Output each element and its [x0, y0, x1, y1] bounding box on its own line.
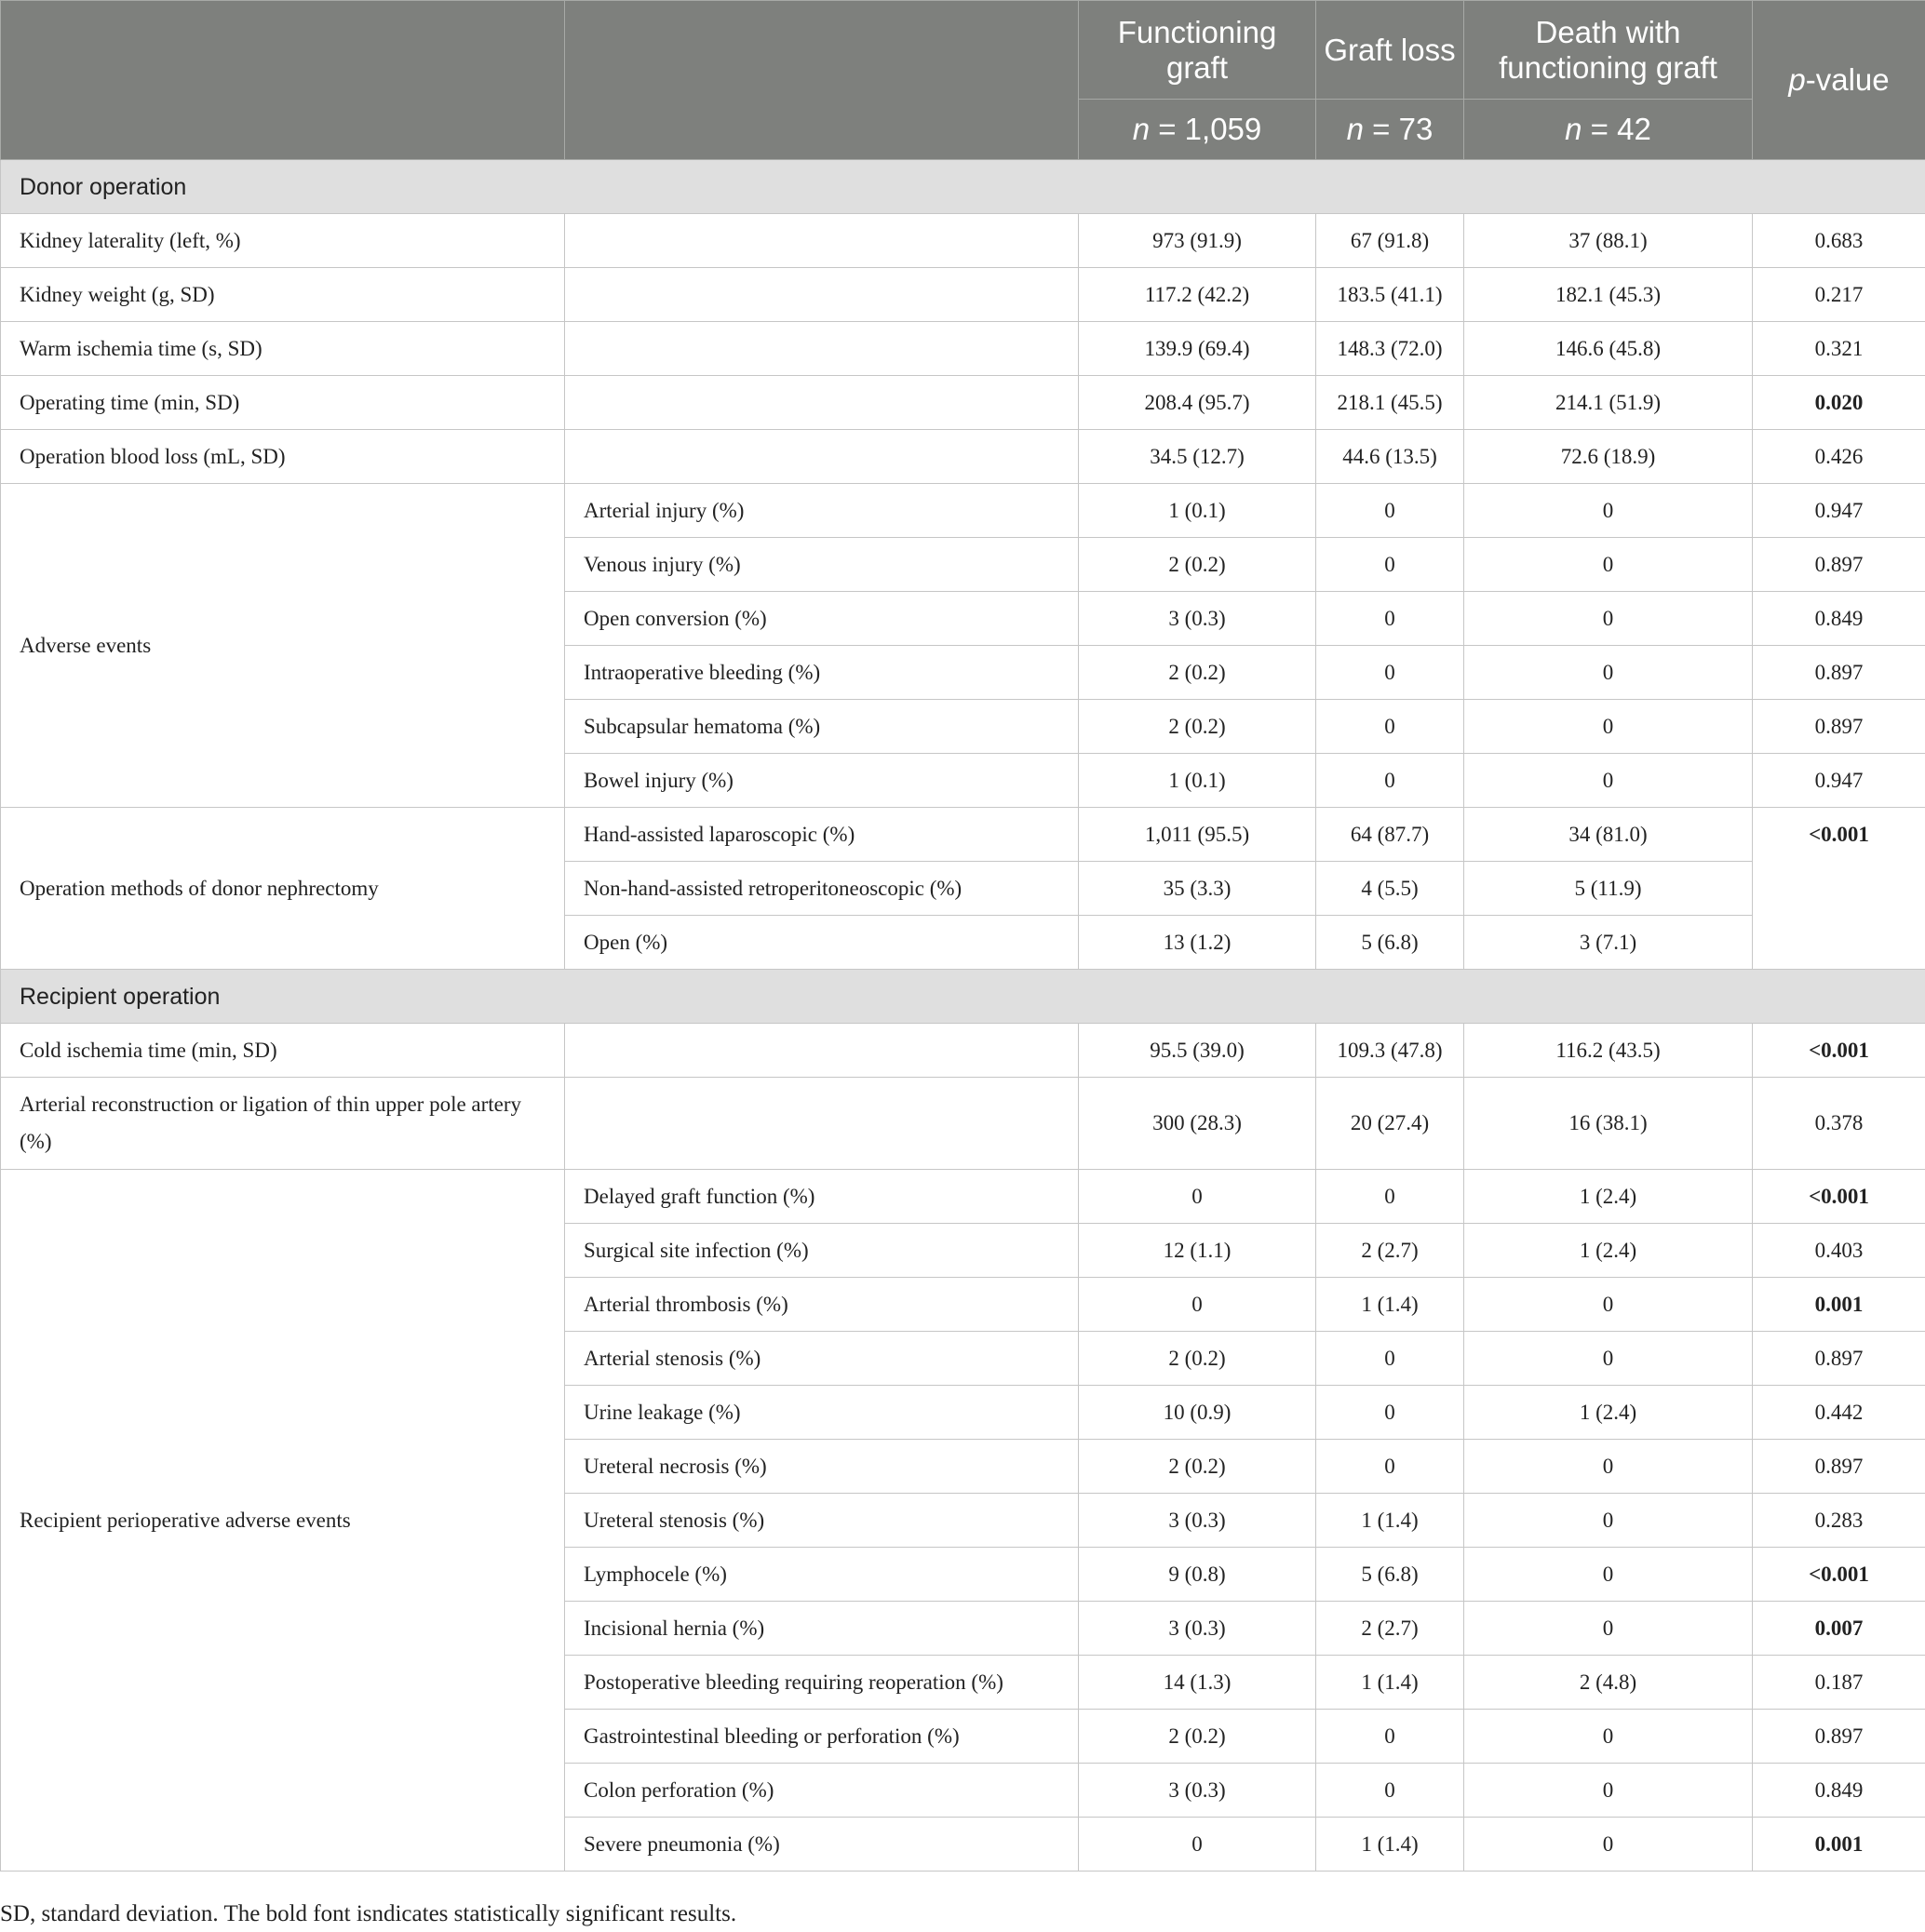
table-row [1, 484, 1925, 538]
cell-p-value: 0.217 [1753, 268, 1925, 322]
table-body [1, 160, 1925, 1872]
cell-functioning: 1 (0.1) [1079, 754, 1316, 808]
header-death-with-functioning-graft: Death with functioning graft [1464, 1, 1753, 100]
n-symbol: n [1346, 112, 1365, 146]
cell-functioning: 3 (0.3) [1079, 1764, 1316, 1818]
row-sublabel: Surgical site infection (%) [565, 1224, 1079, 1278]
cell-p-value-empty [1753, 862, 1925, 970]
cell-death: 1 (2.4) [1464, 1224, 1753, 1278]
cell-functioning: 1 (0.1) [1079, 484, 1316, 538]
cell-death: 0 [1464, 700, 1753, 754]
cell-death: 0 [1464, 1494, 1753, 1548]
cell-graft-loss: 0 [1316, 700, 1464, 754]
cell-death: 0 [1464, 538, 1753, 592]
cell-functioning: 0 [1079, 1278, 1316, 1332]
cell-p-value: 0.378 [1753, 1078, 1925, 1170]
row-label: Kidney laterality (left, %) [1, 214, 565, 268]
cell-death: 0 [1464, 1818, 1753, 1872]
cell-p-value: 0.849 [1753, 592, 1925, 646]
cell-p-value: 0.403 [1753, 1224, 1925, 1278]
cell-functioning: 2 (0.2) [1079, 700, 1316, 754]
row-sublabel: Severe pneumonia (%) [565, 1818, 1079, 1872]
cell-p-value: 0.897 [1753, 1332, 1925, 1386]
cell-graft-loss: 1 (1.4) [1316, 1818, 1464, 1872]
table-row [1, 376, 1925, 430]
cell-functioning: 34.5 (12.7) [1079, 430, 1316, 484]
cell-graft-loss: 0 [1316, 754, 1464, 808]
cell-p-value: 0.897 [1753, 700, 1925, 754]
cell-p-value: 0.001 [1753, 1818, 1925, 1872]
cell-functioning: 139.9 (69.4) [1079, 322, 1316, 376]
cell-functioning: 3 (0.3) [1079, 592, 1316, 646]
cell-graft-loss: 0 [1316, 1332, 1464, 1386]
cell-death: 34 (81.0) [1464, 808, 1753, 862]
header-blank-label [1, 1, 565, 160]
table-row [1, 214, 1925, 268]
cell-p-value: 0.897 [1753, 538, 1925, 592]
cell-death: 0 [1464, 484, 1753, 538]
cell-functioning: 3 (0.3) [1079, 1602, 1316, 1656]
cell-functioning: 13 (1.2) [1079, 916, 1316, 970]
cell-p-value: 0.442 [1753, 1386, 1925, 1440]
cell-graft-loss: 0 [1316, 1386, 1464, 1440]
cell-death: 16 (38.1) [1464, 1078, 1753, 1170]
cell-p-value: 0.321 [1753, 322, 1925, 376]
cell-p-value: 0.849 [1753, 1764, 1925, 1818]
row-sublabel: Open conversion (%) [565, 592, 1079, 646]
cell-p-value: 0.897 [1753, 1710, 1925, 1764]
cell-p-value: <0.001 [1753, 1024, 1925, 1078]
cell-graft-loss: 0 [1316, 1764, 1464, 1818]
cell-functioning: 2 (0.2) [1079, 1440, 1316, 1494]
header-n-graft-loss [1316, 100, 1464, 160]
cell-p-value: 0.683 [1753, 214, 1925, 268]
row-sublabel: Intraoperative bleeding (%) [565, 646, 1079, 700]
row-sublabel: Ureteral stenosis (%) [565, 1494, 1079, 1548]
cell-functioning: 12 (1.1) [1079, 1224, 1316, 1278]
cell-death: 0 [1464, 1548, 1753, 1602]
cell-graft-loss: 148.3 (72.0) [1316, 322, 1464, 376]
table-row [1, 268, 1925, 322]
table-row [1, 808, 1925, 862]
cell-functioning: 2 (0.2) [1079, 646, 1316, 700]
header-p-rest: -value [1805, 62, 1890, 97]
row-sublabel: Incisional hernia (%) [565, 1602, 1079, 1656]
row-sub-empty [565, 322, 1079, 376]
cell-p-value: <0.001 [1753, 1170, 1925, 1224]
row-sublabel: Arterial thrombosis (%) [565, 1278, 1079, 1332]
cell-p-value: <0.001 [1753, 808, 1925, 862]
cell-functioning: 35 (3.3) [1079, 862, 1316, 916]
header-functioning-graft: Functioning graft [1079, 1, 1316, 100]
row-sublabel: Venous injury (%) [565, 538, 1079, 592]
cell-death: 0 [1464, 1278, 1753, 1332]
cell-functioning: 117.2 (42.2) [1079, 268, 1316, 322]
row-label: Operation blood loss (mL, SD) [1, 430, 565, 484]
row-sublabel: Urine leakage (%) [565, 1386, 1079, 1440]
cell-death: 116.2 (43.5) [1464, 1024, 1753, 1078]
cell-graft-loss: 218.1 (45.5) [1316, 376, 1464, 430]
cell-graft-loss: 64 (87.7) [1316, 808, 1464, 862]
n-symbol: n [1132, 112, 1151, 146]
header-n-functioning [1079, 100, 1316, 160]
cell-p-value: 0.187 [1753, 1656, 1925, 1710]
row-sublabel: Colon perforation (%) [565, 1764, 1079, 1818]
table-row [1, 322, 1925, 376]
n-value: = 73 [1364, 112, 1434, 146]
cell-graft-loss: 0 [1316, 1170, 1464, 1224]
cell-functioning: 14 (1.3) [1079, 1656, 1316, 1710]
row-sub-empty [565, 430, 1079, 484]
n-symbol: n [1565, 112, 1582, 146]
table-row [1, 430, 1925, 484]
section-row-donor [1, 160, 1925, 214]
cell-functioning: 2 (0.2) [1079, 1710, 1316, 1764]
row-sublabel: Ureteral necrosis (%) [565, 1440, 1079, 1494]
row-label: Kidney weight (g, SD) [1, 268, 565, 322]
cell-p-value: 0.020 [1753, 376, 1925, 430]
row-label: Warm ischemia time (s, SD) [1, 322, 565, 376]
table-row [1, 1078, 1925, 1170]
cell-death: 2 (4.8) [1464, 1656, 1753, 1710]
group-label-adverse-events: Adverse events [1, 484, 565, 808]
row-sub-empty [565, 268, 1079, 322]
cell-death: 72.6 (18.9) [1464, 430, 1753, 484]
row-sub-empty [565, 1078, 1079, 1170]
cell-death: 1 (2.4) [1464, 1170, 1753, 1224]
row-sublabel: Hand-assisted laparoscopic (%) [565, 808, 1079, 862]
cell-graft-loss: 0 [1316, 646, 1464, 700]
row-sub-empty [565, 1024, 1079, 1078]
row-sublabel: Arterial injury (%) [565, 484, 1079, 538]
row-sublabel: Gastrointestinal bleeding or perforation (%) [565, 1710, 1079, 1764]
row-label: Cold ischemia time (min, SD) [1, 1024, 565, 1078]
cell-graft-loss: 44.6 (13.5) [1316, 430, 1464, 484]
row-label: Operating time (min, SD) [1, 376, 565, 430]
cell-graft-loss: 2 (2.7) [1316, 1224, 1464, 1278]
cell-death: 0 [1464, 646, 1753, 700]
cell-p-value: 0.947 [1753, 484, 1925, 538]
header-p-value [1753, 1, 1925, 160]
group-label-operation-methods: Operation methods of donor nephrectomy [1, 808, 565, 970]
cell-graft-loss: 5 (6.8) [1316, 916, 1464, 970]
section-row-recipient [1, 970, 1925, 1024]
cell-graft-loss: 183.5 (41.1) [1316, 268, 1464, 322]
cell-graft-loss: 1 (1.4) [1316, 1278, 1464, 1332]
cell-p-value: 0.897 [1753, 1440, 1925, 1494]
row-sublabel: Lymphocele (%) [565, 1548, 1079, 1602]
cell-graft-loss: 67 (91.8) [1316, 214, 1464, 268]
cell-death: 0 [1464, 1332, 1753, 1386]
cell-death: 0 [1464, 1764, 1753, 1818]
row-sublabel: Delayed graft function (%) [565, 1170, 1079, 1224]
cell-graft-loss: 0 [1316, 1440, 1464, 1494]
cell-p-value: <0.001 [1753, 1548, 1925, 1602]
table-row [1, 1024, 1925, 1078]
cell-death: 214.1 (51.9) [1464, 376, 1753, 430]
row-sub-empty [565, 376, 1079, 430]
cell-graft-loss: 2 (2.7) [1316, 1602, 1464, 1656]
cell-death: 0 [1464, 592, 1753, 646]
cell-death: 0 [1464, 754, 1753, 808]
group-label-recipient-adverse-events: Recipient perioperative adverse events [1, 1170, 565, 1872]
row-label: Arterial reconstruction or ligation of thin upper pole artery (%) [1, 1078, 565, 1170]
n-value: = 42 [1582, 112, 1651, 146]
cell-death: 1 (2.4) [1464, 1386, 1753, 1440]
cell-graft-loss: 0 [1316, 484, 1464, 538]
cell-functioning: 208.4 (95.7) [1079, 376, 1316, 430]
cell-death: 146.6 (45.8) [1464, 322, 1753, 376]
cell-functioning: 3 (0.3) [1079, 1494, 1316, 1548]
header-n-death [1464, 100, 1753, 160]
row-sublabel: Arterial stenosis (%) [565, 1332, 1079, 1386]
cell-p-value: 0.897 [1753, 646, 1925, 700]
cell-graft-loss: 20 (27.4) [1316, 1078, 1464, 1170]
header-p-italic: p [1788, 62, 1806, 97]
section-title: Recipient operation [1, 970, 1925, 1024]
cell-functioning: 2 (0.2) [1079, 1332, 1316, 1386]
cell-graft-loss: 109.3 (47.8) [1316, 1024, 1464, 1078]
cell-functioning: 1,011 (95.5) [1079, 808, 1316, 862]
cell-functioning: 2 (0.2) [1079, 538, 1316, 592]
cell-graft-loss: 1 (1.4) [1316, 1656, 1464, 1710]
cell-graft-loss: 4 (5.5) [1316, 862, 1464, 916]
cell-functioning: 9 (0.8) [1079, 1548, 1316, 1602]
cell-functioning: 95.5 (39.0) [1079, 1024, 1316, 1078]
cell-graft-loss: 5 (6.8) [1316, 1548, 1464, 1602]
cell-death: 3 (7.1) [1464, 916, 1753, 970]
row-sublabel: Non-hand-assisted retroperitoneoscopic (%) [565, 862, 1079, 916]
cell-graft-loss: 0 [1316, 538, 1464, 592]
cell-graft-loss: 0 [1316, 592, 1464, 646]
cell-functioning: 0 [1079, 1818, 1316, 1872]
cell-functioning: 0 [1079, 1170, 1316, 1224]
row-sublabel: Subcapsular hematoma (%) [565, 700, 1079, 754]
section-title: Donor operation [1, 160, 1925, 214]
cell-death: 37 (88.1) [1464, 214, 1753, 268]
header-graft-loss: Graft loss [1316, 1, 1464, 100]
cell-p-value: 0.283 [1753, 1494, 1925, 1548]
row-sublabel: Bowel injury (%) [565, 754, 1079, 808]
cell-death: 0 [1464, 1440, 1753, 1494]
cell-p-value: 0.001 [1753, 1278, 1925, 1332]
cell-death: 0 [1464, 1602, 1753, 1656]
table-footnote: SD, standard deviation. The bold font isndicates statistically significant results. [0, 1901, 737, 1926]
cell-p-value: 0.947 [1753, 754, 1925, 808]
header-blank-sub [565, 1, 1079, 160]
cell-functioning: 973 (91.9) [1079, 214, 1316, 268]
n-value: = 1,059 [1150, 112, 1262, 146]
cell-death: 182.1 (45.3) [1464, 268, 1753, 322]
cell-p-value: 0.007 [1753, 1602, 1925, 1656]
row-sublabel: Open (%) [565, 916, 1079, 970]
cell-functioning: 300 (28.3) [1079, 1078, 1316, 1170]
table-row [1, 1170, 1925, 1224]
cell-death: 5 (11.9) [1464, 862, 1753, 916]
cell-graft-loss: 0 [1316, 1710, 1464, 1764]
table-header [1, 1, 1925, 160]
row-sublabel: Postoperative bleeding requiring reoperation (%) [565, 1656, 1079, 1710]
cell-death: 0 [1464, 1710, 1753, 1764]
cell-functioning: 10 (0.9) [1079, 1386, 1316, 1440]
cell-p-value: 0.426 [1753, 430, 1925, 484]
cell-graft-loss: 1 (1.4) [1316, 1494, 1464, 1548]
row-sub-empty [565, 214, 1079, 268]
